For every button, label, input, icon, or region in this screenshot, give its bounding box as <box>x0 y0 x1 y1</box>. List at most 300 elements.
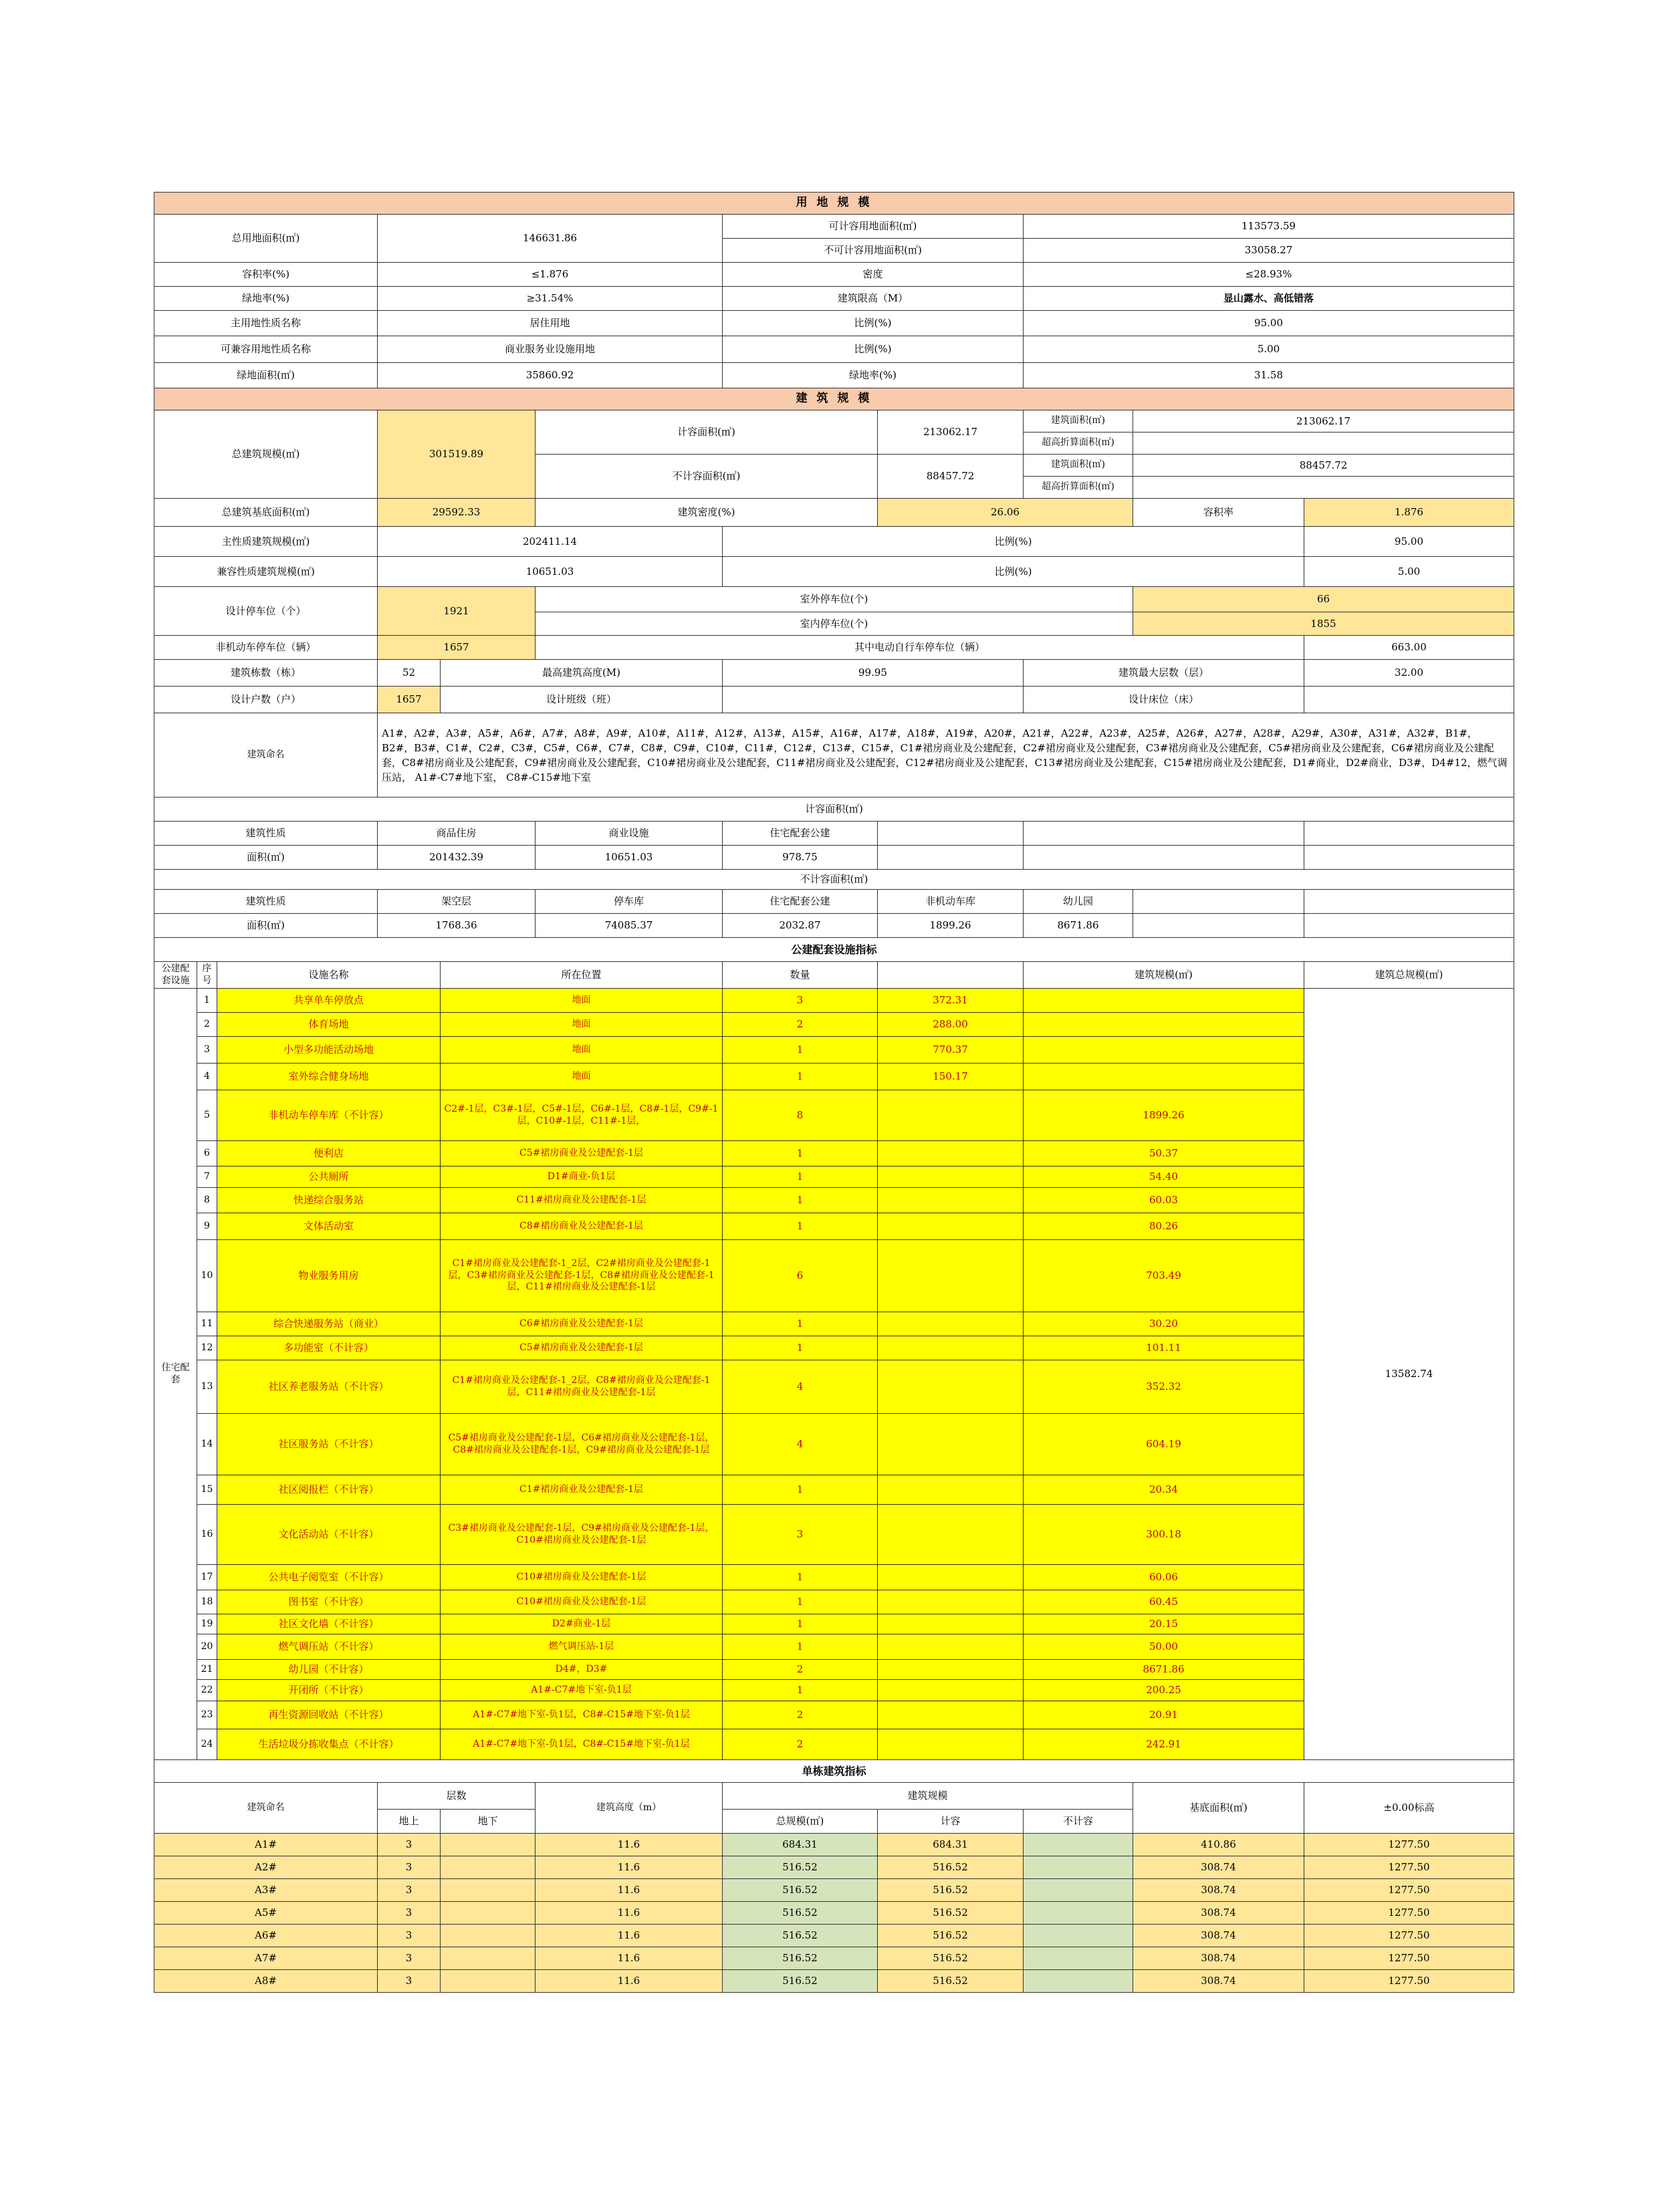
facility-no: 4 <box>197 1064 217 1090</box>
nonfar-area-label: 不计容面积(㎡) <box>536 455 878 499</box>
building-name: A2# <box>154 1856 378 1879</box>
building-height: 11.6 <box>536 1970 723 1993</box>
building-total: 684.31 <box>723 1834 878 1856</box>
far-bld-area-value: 213062.17 <box>1133 410 1514 433</box>
facility-scale: 242.91 <box>1024 1729 1304 1760</box>
building-zero: 1277.50 <box>1304 1947 1514 1970</box>
facility-scale <box>1024 1037 1304 1064</box>
building-above: 3 <box>378 1947 441 1970</box>
nonfar-val-4: 1899.26 <box>878 914 1024 938</box>
mixed-scale-label: 兼容性质建筑规模(㎡) <box>154 557 378 587</box>
beds-label: 设计床位（床） <box>1024 687 1304 713</box>
nonfar-land-value: 33058.27 <box>1024 239 1514 263</box>
nonfar-col-2: 停车库 <box>536 890 723 914</box>
facility-location: 燃气调压站-1层 <box>441 1634 723 1660</box>
facility-location: C11#裙房商业及公建配套-1层 <box>441 1188 723 1213</box>
facility-area: 150.17 <box>878 1064 1024 1090</box>
single-floors-header: 层数 <box>378 1783 536 1810</box>
building-name: A7# <box>154 1947 378 1970</box>
nonfar-val-6 <box>1133 914 1304 938</box>
facility-qty: 1 <box>723 1614 878 1634</box>
far-nature-label: 建筑性质 <box>154 822 378 846</box>
green-rate2-value: 31.58 <box>1024 363 1514 388</box>
mixed-scale-ratio-value: 5.00 <box>1304 557 1514 587</box>
far-val-3: 978.75 <box>723 846 878 870</box>
building-far: 516.52 <box>878 1970 1024 1993</box>
building-height: 11.6 <box>536 1856 723 1879</box>
facility-no: 19 <box>197 1614 217 1634</box>
building-height: 11.6 <box>536 1947 723 1970</box>
facility-name: 社区养老服务站（不计容） <box>217 1360 441 1414</box>
building-height: 11.6 <box>536 1925 723 1947</box>
facility-scale: 703.49 <box>1024 1240 1304 1312</box>
building-row <box>154 1925 1514 1947</box>
building-zero: 1277.50 <box>1304 1925 1514 1947</box>
building-total: 516.52 <box>723 1947 878 1970</box>
mixed-scale-value: 10651.03 <box>378 557 723 587</box>
building-row <box>154 1879 1514 1902</box>
facility-no: 6 <box>197 1141 217 1166</box>
single-base-header: 基底面积(㎡) <box>1133 1783 1304 1834</box>
facilities-scale-header: 建筑规模(㎡) <box>1024 962 1304 989</box>
facility-scale: 50.00 <box>1024 1634 1304 1660</box>
facilities-rows <box>154 989 1514 1760</box>
facility-no: 20 <box>197 1634 217 1660</box>
far-over-value <box>1133 433 1514 455</box>
building-above: 3 <box>378 1902 441 1925</box>
facility-location: 地面 <box>441 1037 723 1064</box>
single-nonfar-header: 不计容 <box>1024 1810 1133 1834</box>
height-limit-value: 显山露水、高低错落 <box>1024 287 1514 311</box>
building-below <box>441 1902 536 1925</box>
mixed-ratio-label: 比例(%) <box>723 336 1024 363</box>
facility-qty: 1 <box>723 1475 878 1505</box>
facility-area <box>878 1680 1024 1701</box>
building-zero: 1277.50 <box>1304 1856 1514 1879</box>
nonfar-val-1: 1768.36 <box>378 914 536 938</box>
facility-name: 物业服务用房 <box>217 1240 441 1312</box>
building-far: 516.52 <box>878 1856 1024 1879</box>
green-area-label: 绿地面积(㎡) <box>154 363 378 388</box>
building-far: 684.31 <box>878 1834 1024 1856</box>
building-above: 3 <box>378 1834 441 1856</box>
single-far-header: 计容 <box>878 1810 1024 1834</box>
main-ratio-label: 比例(%) <box>723 311 1024 336</box>
far-label: 容积率(%) <box>154 263 378 287</box>
facility-qty: 1 <box>723 1336 878 1360</box>
facility-scale: 60.03 <box>1024 1188 1304 1213</box>
building-total: 516.52 <box>723 1856 878 1879</box>
facility-location: C6#裙房商业及公建配套-1层 <box>441 1312 723 1336</box>
build-far-value: 1.876 <box>1304 499 1514 527</box>
facility-no: 24 <box>197 1729 217 1760</box>
facility-scale: 54.40 <box>1024 1166 1304 1188</box>
facility-no: 3 <box>197 1037 217 1064</box>
facilities-area-header <box>878 962 1024 989</box>
outdoor-parking-value: 66 <box>1133 587 1514 612</box>
building-above: 3 <box>378 1925 441 1947</box>
facility-qty: 4 <box>723 1414 878 1475</box>
facilities-title: 公建配套设施指标 <box>154 938 1514 962</box>
facility-no: 2 <box>197 1013 217 1037</box>
facility-qty: 1 <box>723 1634 878 1660</box>
facility-scale: 20.15 <box>1024 1614 1304 1634</box>
facility-area <box>878 1240 1024 1312</box>
bdensity-label: 建筑密度(%) <box>536 499 878 527</box>
facility-scale: 604.19 <box>1024 1414 1304 1475</box>
facility-no: 10 <box>197 1240 217 1312</box>
building-name: A6# <box>154 1925 378 1947</box>
building-nonfar <box>1024 1879 1133 1902</box>
facility-qty: 1 <box>723 1166 878 1188</box>
facility-name: 文化活动站（不计容） <box>217 1505 441 1565</box>
green-area-value: 35860.92 <box>378 363 723 388</box>
facility-scale <box>1024 989 1304 1013</box>
building-below <box>441 1834 536 1856</box>
building-total: 516.52 <box>723 1879 878 1902</box>
facilities-qty-header: 数量 <box>723 962 878 989</box>
facility-area <box>878 1360 1024 1414</box>
nonfar-val-7 <box>1304 914 1514 938</box>
facility-scale <box>1024 1064 1304 1090</box>
far-value: ≤1.876 <box>378 263 723 287</box>
facility-location: C2#-1层，C3#-1层，C5#-1层，C6#-1层，C8#-1层，C9#-1层，C10#-1层，C11#-1层， <box>441 1090 723 1141</box>
facilities-loc-header: 所在位置 <box>441 962 723 989</box>
households-label: 设计户数（户） <box>154 687 378 713</box>
facility-name: 快递综合服务站 <box>217 1188 441 1213</box>
height-limit-label: 建筑限高（M） <box>723 287 1024 311</box>
facility-location: A1#-C7#地下室-负1层，C8#-C15#地下室-负1层 <box>441 1701 723 1729</box>
classes-label: 设计班级（班） <box>441 687 723 713</box>
nonfar-col-3: 住宅配套公建 <box>723 890 878 914</box>
building-base: 308.74 <box>1133 1947 1304 1970</box>
facility-no: 18 <box>197 1590 217 1614</box>
building-nonfar <box>1024 1902 1133 1925</box>
building-height: 11.6 <box>536 1879 723 1902</box>
green-rate2-label: 绿地率(%) <box>723 363 1024 388</box>
far-col-6 <box>1304 822 1514 846</box>
green-rate-label: 绿地率(%) <box>154 287 378 311</box>
building-base: 308.74 <box>1133 1879 1304 1902</box>
building-zero: 1277.50 <box>1304 1902 1514 1925</box>
bdensity-value: 26.06 <box>878 499 1133 527</box>
mixed-use-value: 商业服务业设施用地 <box>378 336 723 363</box>
building-total: 516.52 <box>723 1902 878 1925</box>
facility-scale: 101.11 <box>1024 1336 1304 1360</box>
density-value: ≤28.93% <box>1024 263 1514 287</box>
main-scale-ratio-label: 比例(%) <box>723 527 1304 557</box>
facility-scale: 60.06 <box>1024 1565 1304 1590</box>
facility-location: C10#裙房商业及公建配套-1层 <box>441 1590 723 1614</box>
building-height: 11.6 <box>536 1834 723 1856</box>
naming-label: 建筑命名 <box>154 713 378 797</box>
facility-qty: 2 <box>723 1013 878 1037</box>
facility-qty: 6 <box>723 1240 878 1312</box>
facility-qty: 1 <box>723 1141 878 1166</box>
building-row <box>154 1856 1514 1879</box>
base-area-value: 29592.33 <box>378 499 536 527</box>
facility-name: 小型多功能活动场地 <box>217 1037 441 1064</box>
base-area-label: 总建筑基底面积(㎡) <box>154 499 378 527</box>
facility-area <box>878 1590 1024 1614</box>
single-below-header: 地下 <box>441 1810 536 1834</box>
building-name: A3# <box>154 1879 378 1902</box>
bldg-count-value: 52 <box>378 660 441 687</box>
facility-name: 社区文化墙（不计容） <box>217 1614 441 1634</box>
far-area-table-title: 计容面积(㎡) <box>154 797 1514 822</box>
facility-qty: 1 <box>723 1680 878 1701</box>
facility-location: C5#裙房商业及公建配套-1层 <box>441 1336 723 1360</box>
total-build-label: 总建筑规模(㎡) <box>154 410 378 499</box>
far-val-2: 10651.03 <box>536 846 723 870</box>
facility-name: 室外综合健身场地 <box>217 1064 441 1090</box>
building-zero: 1277.50 <box>1304 1970 1514 1993</box>
facility-name: 体育场地 <box>217 1013 441 1037</box>
main-scale-label: 主性质建筑规模(㎡) <box>154 527 378 557</box>
facility-area: 288.00 <box>878 1013 1024 1037</box>
facilities-no-header: 序号 <box>197 962 217 989</box>
nonfar-bld-area-label: 建筑面积(㎡) <box>1024 455 1133 477</box>
main-scale-value: 202411.14 <box>378 527 723 557</box>
facility-scale: 1899.26 <box>1024 1090 1304 1141</box>
far-land-value: 113573.59 <box>1024 215 1514 239</box>
single-rows <box>154 1834 1514 1993</box>
facility-name: 共享单车停放点 <box>217 989 441 1013</box>
building-nonfar <box>1024 1947 1133 1970</box>
density-label: 密度 <box>723 263 1024 287</box>
facility-no: 12 <box>197 1336 217 1360</box>
facility-no: 16 <box>197 1505 217 1565</box>
facility-area <box>878 1660 1024 1680</box>
facility-no: 22 <box>197 1680 217 1701</box>
single-scale-header: 建筑规模 <box>723 1783 1133 1810</box>
facility-name: 社区阅报栏（不计容） <box>217 1475 441 1505</box>
building-above: 3 <box>378 1879 441 1902</box>
facility-area <box>878 1634 1024 1660</box>
facility-no: 8 <box>197 1188 217 1213</box>
max-height-value: 99.95 <box>723 660 1024 687</box>
facility-location: C5#裙房商业及公建配套-1层，C6#裙房商业及公建配套-1层，C8#裙房商业及公建配套-1层，C9#裙房商业及公建配套-1层 <box>441 1414 723 1475</box>
facility-no: 21 <box>197 1660 217 1680</box>
facility-qty: 1 <box>723 1037 878 1064</box>
single-total-header: 总规模(㎡) <box>723 1810 878 1834</box>
facility-location: 地面 <box>441 1013 723 1037</box>
facility-area <box>878 1475 1024 1505</box>
building-far: 516.52 <box>878 1902 1024 1925</box>
main-scale-ratio-value: 95.00 <box>1304 527 1514 557</box>
facility-name: 公共电子阅览室（不计容） <box>217 1565 441 1590</box>
build-far-label: 容积率 <box>1133 499 1304 527</box>
ebike-label: 其中电动自行车停车位（辆） <box>536 636 1304 660</box>
building-below <box>441 1856 536 1879</box>
building-nonfar <box>1024 1856 1133 1879</box>
facility-qty: 1 <box>723 1213 878 1240</box>
building-nonfar <box>1024 1970 1133 1993</box>
facility-name: 再生资源回收站（不计容） <box>217 1701 441 1729</box>
building-name: A1# <box>154 1834 378 1856</box>
facility-scale: 300.18 <box>1024 1505 1304 1565</box>
facility-no: 23 <box>197 1701 217 1729</box>
building-far: 516.52 <box>878 1925 1024 1947</box>
land-section-title: 用 地 规 模 <box>154 193 1514 215</box>
facility-name: 幼儿园（不计容） <box>217 1660 441 1680</box>
far-val-1: 201432.39 <box>378 846 536 870</box>
facility-qty: 1 <box>723 1565 878 1590</box>
nonfar-area-table-title: 不计容面积(㎡) <box>154 870 1514 890</box>
facility-area <box>878 1188 1024 1213</box>
nonfar-val-2: 74085.37 <box>536 914 723 938</box>
mixed-scale-ratio-label: 比例(%) <box>723 557 1304 587</box>
indoor-parking-value: 1855 <box>1133 612 1514 636</box>
facility-location: C5#裙房商业及公建配套-1层 <box>441 1141 723 1166</box>
facility-location: C3#裙房商业及公建配套-1层，C9#裙房商业及公建配套-1层，C10#裙房商业及公建配套-1层 <box>441 1505 723 1565</box>
facility-name: 燃气调压站（不计容） <box>217 1634 441 1660</box>
facility-area <box>878 1213 1024 1240</box>
naming-value: A1#，A2#，A3#，A5#，A6#，A7#，A8#，A9#，A10#，A11#，A12#，A13#，A15#，A16#，A17#，A18#，A19#，A20#，A21#，A22#，A23#，A25#，A26#，A27#，A28#，A29#，A30#，A31#，A32#，B1#，B2#，B3#，C1#，C2#，C3#，C5#，C6#，C7#，C8#，C9#，C10#，C11#，C12#，C13#，C15#，C1#裙房商业及公建配套，C2#裙房商业及公建配套，C3#裙房商业及公建配套，C5#裙房商业及公建配套，C6#裙房商业及公建配套，C8#裙房商业及公建配套，C9#裙房商业及公建配套，C10#裙房商业及公建配套，C11#裙房商业及公建配套，C12#裙房商业及公建配套，C13#裙房商业及公建配套，C15#裙房商业及公建配套，D1#商业，D2#商业，D3#，D4#12，燃气调压站， A1#-C7#地下室， C8#-C15#地下室 <box>378 713 1514 797</box>
facility-no: 7 <box>197 1166 217 1188</box>
facility-scale: 200.25 <box>1024 1680 1304 1701</box>
facility-qty: 1 <box>723 1188 878 1213</box>
facility-no: 1 <box>197 989 217 1013</box>
green-rate-value: ≥31.54% <box>378 287 723 311</box>
facility-qty: 2 <box>723 1729 878 1760</box>
nonfar-nature-label: 建筑性质 <box>154 890 378 914</box>
classes-value <box>723 687 1024 713</box>
far-val-6 <box>1304 846 1514 870</box>
bldg-count-label: 建筑栋数（栋） <box>154 660 378 687</box>
total-build-value: 301519.89 <box>378 410 536 499</box>
nonfar-area-value: 88457.72 <box>878 455 1024 499</box>
building-row <box>154 1947 1514 1970</box>
max-floors-value: 32.00 <box>1304 660 1514 687</box>
facility-area <box>878 1336 1024 1360</box>
nonfar-col-4: 非机动车库 <box>878 890 1024 914</box>
facilities-group: 住宅配套 <box>154 989 197 1760</box>
building-height: 11.6 <box>536 1902 723 1925</box>
building-base: 308.74 <box>1133 1970 1304 1993</box>
nonfar-val-5: 8671.86 <box>1024 914 1133 938</box>
far-col-3: 住宅配套公建 <box>723 822 878 846</box>
building-nonfar <box>1024 1925 1133 1947</box>
facility-area <box>878 1505 1024 1565</box>
facility-row <box>154 989 1514 1013</box>
nonfar-over-value <box>1133 477 1514 499</box>
mixed-use-label: 可兼容用地性质名称 <box>154 336 378 363</box>
facility-location: C8#裙房商业及公建配套-1层 <box>441 1213 723 1240</box>
facility-location: C1#裙房商业及公建配套-1层 <box>441 1475 723 1505</box>
facility-name: 多功能室（不计容） <box>217 1336 441 1360</box>
facility-area <box>878 1141 1024 1166</box>
nonfar-col-6 <box>1133 890 1304 914</box>
indoor-parking-label: 室内停车位(个) <box>536 612 1133 636</box>
facility-qty: 2 <box>723 1660 878 1680</box>
nonfar-val-3: 2032.87 <box>723 914 878 938</box>
parking-label: 设计停车位（个） <box>154 587 378 636</box>
far-bld-area-label: 建筑面积(㎡) <box>1024 410 1133 433</box>
parking-value: 1921 <box>378 587 536 636</box>
total-area-value: 146631.86 <box>378 215 723 263</box>
building-base: 410.86 <box>1133 1834 1304 1856</box>
facility-location: 地面 <box>441 989 723 1013</box>
max-floors-label: 建筑最大层数（层） <box>1024 660 1304 687</box>
far-land-label: 可计容用地面积(㎡) <box>723 215 1024 239</box>
nonfar-land-label: 不可计容用地面积(㎡) <box>723 239 1024 263</box>
facility-location: C1#裙房商业及公建配套-1_2层，C8#裙房商业及公建配套-1层，C11#裙房商业及公建配套-1层 <box>441 1360 723 1414</box>
facility-scale: 60.45 <box>1024 1590 1304 1614</box>
facility-scale: 352.32 <box>1024 1360 1304 1414</box>
facility-no: 11 <box>197 1312 217 1336</box>
building-far: 516.52 <box>878 1879 1024 1902</box>
households-value: 1657 <box>378 687 441 713</box>
facility-name: 开闭所（不计容） <box>217 1680 441 1701</box>
single-above-header: 地上 <box>378 1810 441 1834</box>
building-row <box>154 1902 1514 1925</box>
facility-name: 公共厕所 <box>217 1166 441 1188</box>
facility-area <box>878 1701 1024 1729</box>
facilities-total: 13582.74 <box>1304 989 1514 1760</box>
building-far: 516.52 <box>878 1947 1024 1970</box>
facility-area <box>878 1166 1024 1188</box>
building-below <box>441 1925 536 1947</box>
nonfar-area-row-label: 面积(㎡) <box>154 914 378 938</box>
max-height-label: 最高建筑高度(M) <box>441 660 723 687</box>
facility-location: D2#商业-1层 <box>441 1614 723 1634</box>
facility-scale: 20.91 <box>1024 1701 1304 1729</box>
far-val-4 <box>878 846 1024 870</box>
building-name: A5# <box>154 1902 378 1925</box>
building-below <box>441 1879 536 1902</box>
building-below <box>441 1970 536 1993</box>
facility-area <box>878 1565 1024 1590</box>
facility-location: D4#，D3# <box>441 1660 723 1680</box>
far-col-1: 商品住房 <box>378 822 536 846</box>
single-title: 单栋建筑指标 <box>154 1760 1514 1783</box>
facility-qty: 1 <box>723 1590 878 1614</box>
single-zero-header: ±0.00标高 <box>1304 1783 1514 1834</box>
nonfar-bld-area-value: 88457.72 <box>1133 455 1514 477</box>
building-base: 308.74 <box>1133 1925 1304 1947</box>
building-zero: 1277.50 <box>1304 1834 1514 1856</box>
facility-location: A1#-C7#地下室-负1层 <box>441 1680 723 1701</box>
building-row <box>154 1970 1514 1993</box>
facility-scale: 20.34 <box>1024 1475 1304 1505</box>
facility-scale: 30.20 <box>1024 1312 1304 1336</box>
facility-location: D1#商业-负1层 <box>441 1166 723 1188</box>
facility-name: 社区服务站（不计容） <box>217 1414 441 1475</box>
facility-location: C10#裙房商业及公建配套-1层 <box>441 1565 723 1590</box>
facilities-total-header: 建筑总规模(㎡) <box>1304 962 1514 989</box>
nonfar-col-1: 架空层 <box>378 890 536 914</box>
beds-value <box>1304 687 1514 713</box>
building-nonfar <box>1024 1834 1133 1856</box>
facilities-group-header: 公建配套设施 <box>154 962 197 989</box>
facility-name: 综合快递服务站（商业） <box>217 1312 441 1336</box>
facility-scale: 50.37 <box>1024 1141 1304 1166</box>
building-base: 308.74 <box>1133 1902 1304 1925</box>
facility-area: 372.31 <box>878 989 1024 1013</box>
far-over-label: 超高折算面积(㎡) <box>1024 433 1133 455</box>
spreadsheet-page <box>154 192 1514 1993</box>
facility-location: A1#-C7#地下室-负1层，C8#-C15#地下室-负1层 <box>441 1729 723 1760</box>
single-name-header: 建筑命名 <box>154 1783 378 1834</box>
main-use-label: 主用地性质名称 <box>154 311 378 336</box>
facility-qty: 3 <box>723 989 878 1013</box>
mixed-ratio-value: 5.00 <box>1024 336 1514 363</box>
far-area-row-label: 面积(㎡) <box>154 846 378 870</box>
nonfar-over-label: 超高折算面积(㎡) <box>1024 477 1133 499</box>
building-name: A8# <box>154 1970 378 1993</box>
facility-qty: 2 <box>723 1701 878 1729</box>
